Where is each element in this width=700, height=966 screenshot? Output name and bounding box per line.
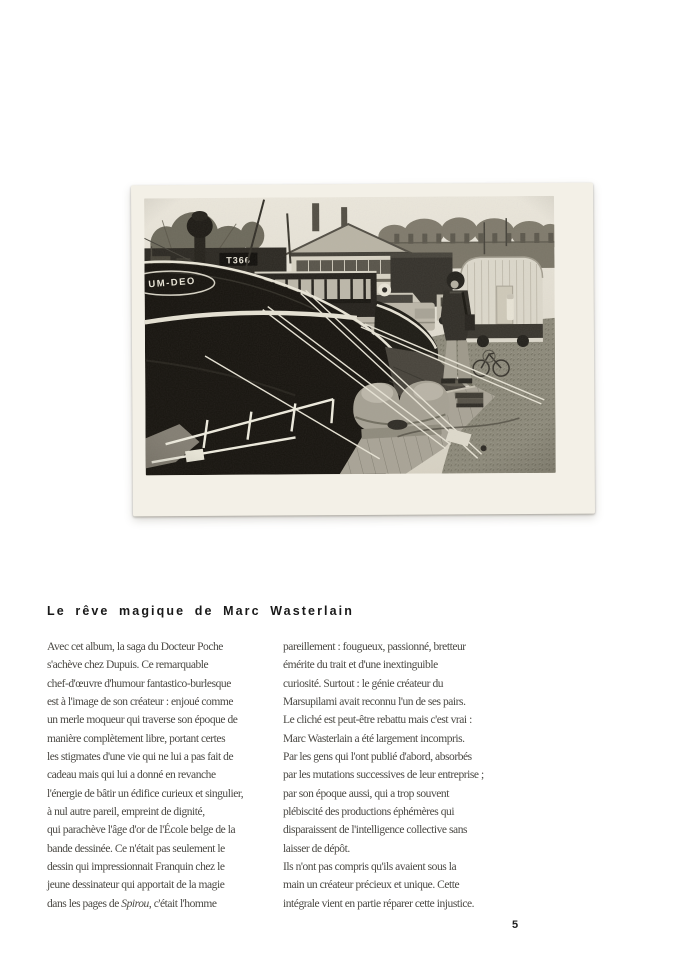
text-line: manière complètement libre, portant certes bbox=[47, 732, 226, 745]
text-line: Marsupilami avait reconnu l'un de ses pairs. bbox=[283, 696, 466, 709]
text-line: pareillement : fougueux, passionné, bretteur bbox=[283, 641, 466, 653]
text-line: Avec cet album, la saga du Docteur Poche bbox=[47, 641, 223, 653]
text-line: jeune dessinateur qui apportait de la magie bbox=[47, 879, 225, 892]
text-line: qui parachève l'âge d'or de l'École belge de la bbox=[47, 824, 236, 837]
text-line: émérite du trait et d'une inextinguible bbox=[283, 659, 438, 672]
text-line: dessin qui impressionnait Franquin chez le bbox=[47, 861, 225, 874]
text-line: bande dessinée. Ce n'était pas seulement le bbox=[47, 842, 225, 855]
text-line: les stigmates d'une vie qui ne lui a pas fait de bbox=[47, 751, 234, 764]
text-line: main un créateur précieux et unique. Cette bbox=[283, 879, 460, 892]
photo-print-frame bbox=[131, 183, 595, 517]
text-line: cadeau mais qui lui a donné en revanche bbox=[47, 769, 216, 782]
article-title: Le rêve magique de Marc Wasterlain bbox=[47, 604, 354, 619]
text-line: plébiscité des productions éphémères qui bbox=[283, 806, 455, 819]
article-column-left bbox=[47, 638, 285, 913]
text-line: par les mutations successives de leur entreprise ; bbox=[283, 769, 484, 782]
text-line: Le cliché est peut-être rebattu mais c'est vrai : bbox=[283, 714, 472, 727]
text-line: Par les gens qui l'ont publié d'abord, absorbés bbox=[283, 751, 472, 764]
text-line: Marc Wasterlain a été largement incompris. bbox=[283, 732, 465, 745]
text-line: à nul autre pareil, empreint de dignité, bbox=[47, 806, 205, 819]
text-line: est à l'image de son créateur : enjoué comme bbox=[47, 696, 233, 709]
film-grain bbox=[144, 196, 556, 475]
text-line: s'achève chez Dupuis. Ce remarquable bbox=[47, 659, 209, 672]
text-line: par son époque aussi, qui a trop souvent bbox=[283, 787, 449, 800]
text-line: un merle moqueur qui traverse son époque de bbox=[47, 714, 238, 727]
text-line: curiosité. Surtout : le génie créateur du bbox=[283, 677, 444, 690]
text-line: chef-d'œuvre d'humour fantastico-burlesque bbox=[47, 677, 231, 690]
text-line: Ils n'ont pas compris qu'ils avaient sous la bbox=[283, 861, 457, 874]
text-line: laisser de dépôt. bbox=[283, 842, 350, 855]
photo-barge-canal bbox=[144, 196, 556, 475]
text-line: disparaissent de l'intelligence collective sans bbox=[283, 824, 468, 837]
page-number: 5 bbox=[511, 919, 519, 931]
text-line: l'énergie de bâtir un édifice curieux et singulier, bbox=[47, 787, 244, 800]
article-column-right bbox=[283, 638, 535, 913]
text-line: intégrale vient en partie réparer cette injustice. bbox=[283, 897, 475, 910]
text-line: dans les pages de Spirou, c'était l'homme bbox=[47, 897, 217, 910]
